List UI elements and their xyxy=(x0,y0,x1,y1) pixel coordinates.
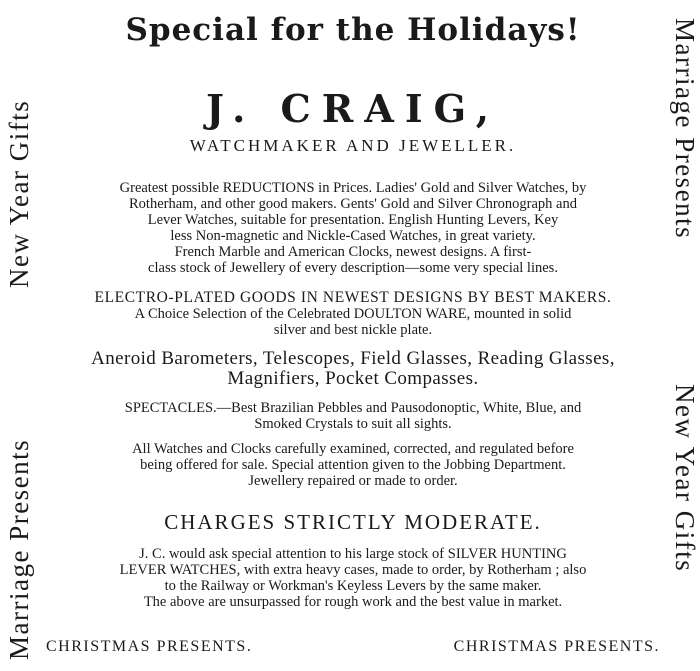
instruments-paragraph xyxy=(44,349,662,389)
side-label-marriage-presents-left: Marriage Presents xyxy=(4,438,34,660)
electro-plated-heading: ELECTRO-PLATED GOODS IN NEWEST DESIGNS BY BEST MAKERS. xyxy=(94,289,612,306)
footer-christmas-presents-right: CHRISTMAS PRESENTS. xyxy=(453,638,660,655)
doulton-line: A Choice Selection of the Celebrated DOULTON WARE, mounted in solid xyxy=(134,306,572,322)
intro-line: Greatest possible REDUCTIONS in Prices. Ladies' Gold and Silver Watches, by xyxy=(119,180,587,196)
intro-line: less Non-magnetic and Nickle-Cased Watches, in great variety. xyxy=(170,228,536,244)
side-label-marriage-presents-right: Marriage Presents xyxy=(670,18,700,240)
instruments-line: Aneroid Barometers, Telescopes, Field Glasses, Reading Glasses, xyxy=(91,348,615,369)
charges-moderate-heading: CHARGES STRICTLY MODERATE. xyxy=(164,510,542,534)
headline: Special for the Holidays! xyxy=(125,12,581,48)
intro-line: class stock of Jewellery of every description—some very special lines. xyxy=(148,260,558,276)
spectacles-paragraph xyxy=(44,400,662,432)
side-label-new-year-gifts-right: New Year Gifts xyxy=(670,384,700,573)
repairs-line: Jewellery repaired or made to order. xyxy=(248,473,458,489)
doulton-ware-paragraph xyxy=(44,306,662,338)
silver-hunting-line: The above are unsurpassed for rough work and the best value in market. xyxy=(143,594,563,610)
intro-line: French Marble and American Clocks, newest designs. A first- xyxy=(174,244,532,260)
spectacles-line: SPECTACLES.—Best Brazilian Pebbles and Pausodonoptic, White, Blue, and xyxy=(124,400,582,416)
repairs-line: All Watches and Clocks carefully examined, corrected, and regulated before xyxy=(132,441,574,457)
instruments-line: Magnifiers, Pocket Compasses. xyxy=(227,368,479,389)
intro-line: Lever Watches, suitable for presentation. English Hunting Levers, Key xyxy=(147,212,559,228)
silver-hunting-line: LEVER WATCHES, with extra heavy cases, made to order, by Rotherham ; also xyxy=(119,562,587,578)
repairs-paragraph xyxy=(44,441,662,489)
intro-line: Rotherham, and other good makers. Gents' Gold and Silver Chronograph and xyxy=(129,196,577,212)
silver-hunting-line: to the Railway or Workman's Keyless Levers by the same maker. xyxy=(164,578,542,594)
repairs-line: being offered for sale. Special attention given to the Jobbing Department. xyxy=(140,457,566,473)
intro-paragraph xyxy=(44,180,662,276)
advertisement-body xyxy=(44,0,662,671)
side-label-new-year-gifts-left: New Year Gifts xyxy=(4,99,34,288)
silver-hunting-paragraph xyxy=(44,546,662,610)
silver-hunting-line: J. C. would ask special attention to his large stock of SILVER HUNTING xyxy=(139,546,567,562)
merchant-name: J. CRAIG, xyxy=(206,86,500,131)
spectacles-line: Smoked Crystals to suit all sights. xyxy=(254,416,452,432)
trade-title: WATCHMAKER AND JEWELLER. xyxy=(189,136,517,155)
doulton-line: silver and best nickle plate. xyxy=(273,322,433,338)
footer-christmas-presents-left: CHRISTMAS PRESENTS. xyxy=(46,638,253,655)
